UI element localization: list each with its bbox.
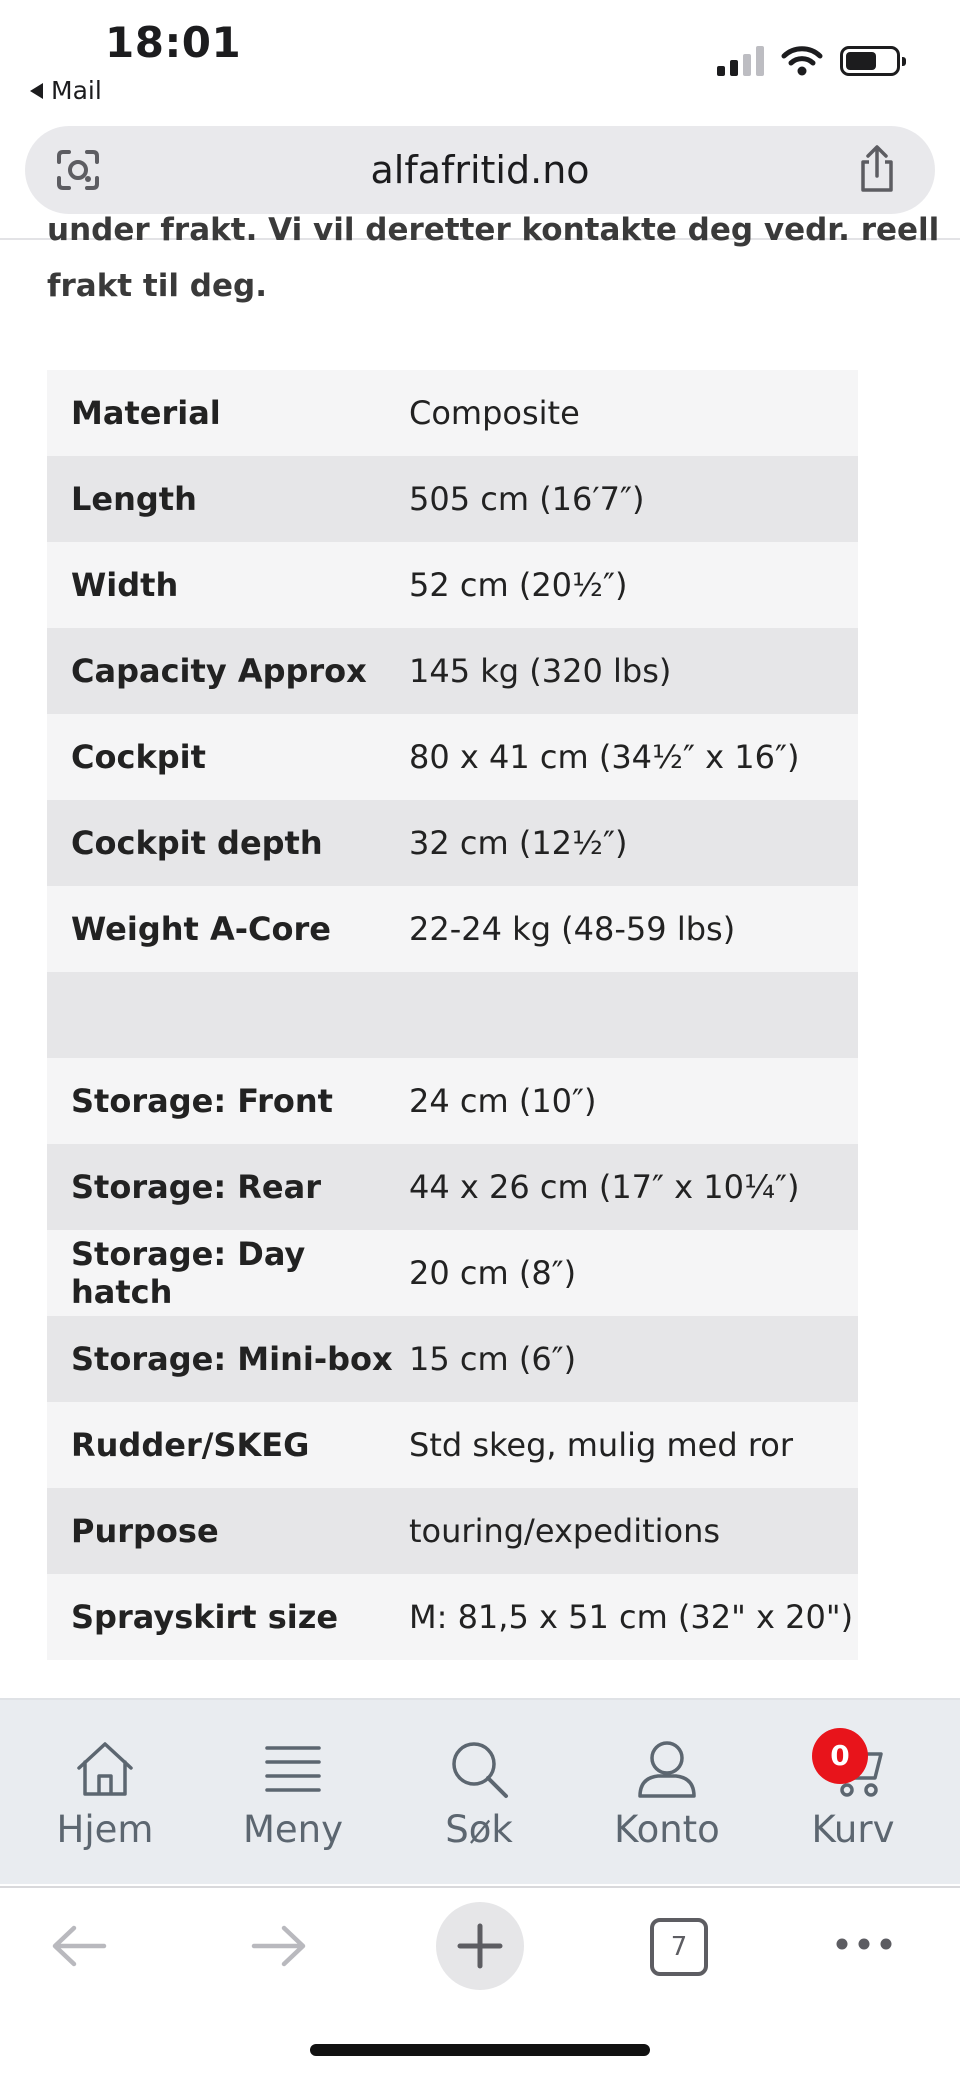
nav-search-label: Søk xyxy=(445,1808,513,1851)
spec-row xyxy=(47,972,858,1058)
back-arrow-icon[interactable] xyxy=(50,1924,108,1968)
home-icon xyxy=(73,1740,137,1798)
nav-menu-label: Meny xyxy=(242,1808,344,1851)
nav-search[interactable] xyxy=(404,1740,554,1851)
back-to-mail-button[interactable] xyxy=(30,76,102,105)
plus-icon xyxy=(436,1902,524,1990)
page-content xyxy=(0,212,960,1698)
spec-row xyxy=(47,542,858,628)
spec-key: Material xyxy=(47,370,409,456)
nav-account[interactable] xyxy=(592,1740,742,1851)
spec-row xyxy=(47,628,858,714)
nav-menu[interactable] xyxy=(218,1740,368,1851)
spec-row xyxy=(47,714,858,800)
spec-key: Storage: Day hatch xyxy=(47,1230,409,1316)
address-bar[interactable] xyxy=(25,126,935,214)
spec-value: 145 kg (320 lbs) xyxy=(409,628,858,714)
back-app-label: Mail xyxy=(51,76,102,105)
spec-row xyxy=(47,1402,858,1488)
home-indicator[interactable] xyxy=(310,2044,650,2056)
spec-value: 505 cm (16′7″) xyxy=(409,456,858,542)
spec-key: Cockpit xyxy=(47,714,409,800)
cut-off-text: under frakt. Vi vil deretter kontakte deg vedr. reell xyxy=(47,212,940,248)
back-triangle-icon xyxy=(30,83,43,99)
spec-row xyxy=(47,1230,858,1316)
intro-text: frakt til deg. xyxy=(47,268,267,304)
spec-row xyxy=(47,800,858,886)
spec-row xyxy=(47,1488,858,1574)
spec-value: 22-24 kg (48-59 lbs) xyxy=(409,886,858,972)
spec-value: Std skeg, mulig med ror xyxy=(409,1402,858,1488)
nav-cart-label: Kurv xyxy=(811,1808,895,1851)
spec-key: Storage: Front xyxy=(47,1058,409,1144)
spec-key: Capacity Approx xyxy=(47,628,409,714)
status-time: 18:01 xyxy=(105,18,242,67)
nav-home-label: Hjem xyxy=(56,1808,154,1851)
spec-key: Purpose xyxy=(47,1488,409,1574)
battery-icon xyxy=(840,46,900,76)
more-icon[interactable] xyxy=(834,1934,894,1954)
spec-value: 44 x 26 cm (17″ x 10¼″) xyxy=(409,1144,858,1230)
nav-home[interactable] xyxy=(30,1740,180,1851)
forward-arrow-icon[interactable] xyxy=(250,1924,308,1968)
account-icon xyxy=(636,1740,698,1798)
spec-key: Width xyxy=(47,542,409,628)
spec-value: 52 cm (20½″) xyxy=(409,542,858,628)
spec-key: Cockpit depth xyxy=(47,800,409,886)
spec-key: Weight A-Core xyxy=(47,886,409,972)
spec-row xyxy=(47,886,858,972)
spec-key: Rudder/SKEG xyxy=(47,1402,409,1488)
spec-key xyxy=(47,972,409,1058)
spec-row xyxy=(47,1144,858,1230)
spec-key: Storage: Mini-box xyxy=(47,1316,409,1402)
spec-value: Composite xyxy=(409,370,858,456)
spec-row xyxy=(47,1316,858,1402)
spec-row xyxy=(47,456,858,542)
wifi-icon xyxy=(782,46,822,76)
new-tab-button[interactable] xyxy=(436,1902,524,1990)
spec-value: M: 81,5 x 51 cm (32" x 20") xyxy=(409,1574,858,1660)
signal-icon xyxy=(717,46,764,76)
search-icon xyxy=(448,1740,510,1798)
spec-key: Length xyxy=(47,456,409,542)
spec-key: Storage: Rear xyxy=(47,1144,409,1230)
spec-row xyxy=(47,1058,858,1144)
spec-value: 32 cm (12½″) xyxy=(409,800,858,886)
spec-table xyxy=(47,370,858,1660)
spec-value: 20 cm (8″) xyxy=(409,1230,858,1316)
shop-bottom-nav xyxy=(0,1698,960,1884)
spec-key: Sprayskirt size xyxy=(47,1574,409,1660)
cart-count-badge: 0 xyxy=(812,1728,868,1784)
status-bar xyxy=(0,0,960,120)
spec-value: 80 x 41 cm (34½″ x 16″) xyxy=(409,714,858,800)
status-icons xyxy=(717,46,900,76)
menu-icon xyxy=(263,1740,323,1798)
tabs-button[interactable]: 7 xyxy=(650,1918,708,1976)
spec-value: 24 cm (10″) xyxy=(409,1058,858,1144)
spec-row xyxy=(47,370,858,456)
nav-account-label: Konto xyxy=(614,1808,720,1851)
share-icon[interactable] xyxy=(855,144,899,194)
spec-row xyxy=(47,1574,858,1660)
spec-value: touring/expeditions xyxy=(409,1488,858,1574)
spec-value: 15 cm (6″) xyxy=(409,1316,858,1402)
spec-value xyxy=(409,972,858,1058)
url-text[interactable]: alfafritid.no xyxy=(370,148,590,192)
